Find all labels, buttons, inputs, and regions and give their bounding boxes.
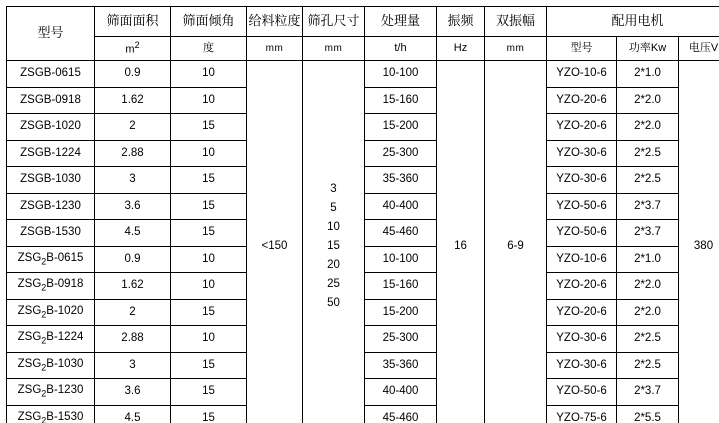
cell-screen-area: 2 bbox=[95, 299, 171, 326]
header-model: 型号 bbox=[7, 7, 95, 61]
cell-motor-model: YZO-20-6 bbox=[547, 299, 617, 326]
hole-size-value: 5 bbox=[330, 201, 337, 214]
table-body bbox=[7, 61, 719, 423]
hole-size-value: 10 bbox=[327, 220, 340, 233]
cell-motor-model: YZO-30-6 bbox=[547, 352, 617, 379]
cell-capacity: 35-360 bbox=[365, 167, 437, 194]
cell-model: $ZSG_2B-1224$ bbox=[7, 326, 95, 353]
header-capacity: 处理量 bbox=[365, 7, 437, 37]
header-motor: 配用电机 bbox=[547, 7, 719, 37]
specification-table bbox=[6, 6, 719, 423]
cell-frequency: 16 bbox=[437, 61, 485, 423]
cell-motor-model: YZO-20-6 bbox=[547, 114, 617, 141]
hole-size-value: 50 bbox=[327, 296, 340, 309]
cell-screen-area: 4.5 bbox=[95, 220, 171, 247]
unit-hole-size: mm bbox=[303, 37, 365, 61]
cell-screen-angle: 15 bbox=[171, 193, 247, 220]
cell-screen-area: 3.6 bbox=[95, 193, 171, 220]
cell-screen-angle: 10 bbox=[171, 326, 247, 353]
cell-model: ZSGB-1530 bbox=[7, 220, 95, 247]
cell-screen-angle: 15 bbox=[171, 379, 247, 406]
unit-screen-angle: 度 bbox=[171, 37, 247, 61]
cell-motor-model: YZO-30-6 bbox=[547, 167, 617, 194]
cell-motor-model: YZO-20-6 bbox=[547, 273, 617, 300]
cell-motor-power: 2*2.0 bbox=[617, 273, 679, 300]
cell-screen-angle: 10 bbox=[171, 246, 247, 273]
cell-capacity: 15-200 bbox=[365, 114, 437, 141]
unit-capacity: t/h bbox=[365, 37, 437, 61]
cell-screen-area: 2 bbox=[95, 114, 171, 141]
cell-motor-model: YZO-20-6 bbox=[547, 87, 617, 114]
cell-capacity: 10-100 bbox=[365, 246, 437, 273]
unit-screen-area: $m^2$ bbox=[95, 37, 171, 61]
cell-screen-angle: 15 bbox=[171, 299, 247, 326]
header-hole-size: 筛孔尺寸 bbox=[303, 7, 365, 37]
cell-motor-power: 2*5.5 bbox=[617, 405, 679, 423]
header-motor-voltage: 电压V bbox=[679, 37, 719, 61]
table-row bbox=[7, 61, 719, 88]
cell-model: ZSGB-1230 bbox=[7, 193, 95, 220]
cell-screen-area: 3 bbox=[95, 352, 171, 379]
cell-motor-power: 2*1.0 bbox=[617, 61, 679, 88]
cell-motor-model: YZO-50-6 bbox=[547, 193, 617, 220]
cell-capacity: 10-100 bbox=[365, 61, 437, 88]
cell-motor-model: YZO-30-6 bbox=[547, 326, 617, 353]
cell-screen-angle: 15 bbox=[171, 220, 247, 247]
cell-motor-model: YZO-10-6 bbox=[547, 246, 617, 273]
cell-motor-power: 2*2.0 bbox=[617, 87, 679, 114]
cell-model: ZSGB-1030 bbox=[7, 167, 95, 194]
cell-capacity: 15-200 bbox=[365, 299, 437, 326]
unit-amplitude: mm bbox=[485, 37, 547, 61]
cell-screen-angle: 15 bbox=[171, 405, 247, 423]
header-screen-angle: 筛面倾角 bbox=[171, 7, 247, 37]
cell-motor-power: 2*2.5 bbox=[617, 140, 679, 167]
cell-motor-power: 2*2.5 bbox=[617, 352, 679, 379]
cell-screen-angle: 15 bbox=[171, 114, 247, 141]
cell-model: $ZSG_2B-1020$ bbox=[7, 299, 95, 326]
header-row-units bbox=[7, 37, 719, 61]
header-motor-power: 功率Kw bbox=[617, 37, 679, 61]
hole-size-value: 20 bbox=[327, 258, 340, 271]
cell-screen-angle: 10 bbox=[171, 87, 247, 114]
cell-screen-area: 1.62 bbox=[95, 87, 171, 114]
cell-capacity: 15-160 bbox=[365, 87, 437, 114]
hole-size-value: 25 bbox=[327, 277, 340, 290]
cell-capacity: 45-460 bbox=[365, 405, 437, 423]
cell-motor-power: 2*2.0 bbox=[617, 114, 679, 141]
cell-screen-area: 2.88 bbox=[95, 326, 171, 353]
cell-motor-model: YZO-75-6 bbox=[547, 405, 617, 423]
cell-screen-angle: 10 bbox=[171, 273, 247, 300]
cell-screen-area: 3 bbox=[95, 167, 171, 194]
hole-size-value: 3 bbox=[330, 182, 337, 195]
cell-motor-model: YZO-30-6 bbox=[547, 140, 617, 167]
cell-motor-power: 2*2.0 bbox=[617, 299, 679, 326]
cell-screen-area: 3.6 bbox=[95, 379, 171, 406]
cell-screen-area: 4.5 bbox=[95, 405, 171, 423]
hole-size-value: 15 bbox=[327, 239, 340, 252]
cell-capacity: 25-300 bbox=[365, 140, 437, 167]
cell-screen-area: 0.9 bbox=[95, 246, 171, 273]
unit-frequency: Hz bbox=[437, 37, 485, 61]
cell-model: $ZSG_2B-0918$ bbox=[7, 273, 95, 300]
cell-motor-power: 2*2.5 bbox=[617, 167, 679, 194]
cell-motor-model: YZO-50-6 bbox=[547, 220, 617, 247]
cell-motor-voltage: 380 bbox=[679, 61, 719, 423]
cell-capacity: 40-400 bbox=[365, 379, 437, 406]
cell-screen-angle: 15 bbox=[171, 167, 247, 194]
cell-motor-model: YZO-50-6 bbox=[547, 379, 617, 406]
cell-screen-angle: 15 bbox=[171, 352, 247, 379]
cell-motor-power: 2*3.7 bbox=[617, 220, 679, 247]
cell-screen-angle: 10 bbox=[171, 140, 247, 167]
cell-model: ZSGB-1020 bbox=[7, 114, 95, 141]
cell-capacity: 15-160 bbox=[365, 273, 437, 300]
table-header bbox=[7, 7, 719, 61]
cell-hole-size bbox=[303, 61, 365, 423]
cell-screen-angle: 10 bbox=[171, 61, 247, 88]
header-motor-model: 型号 bbox=[547, 37, 617, 61]
header-row-main bbox=[7, 7, 719, 37]
cell-model: $ZSG_2B-1530$ bbox=[7, 405, 95, 423]
cell-amplitude: 6-9 bbox=[485, 61, 547, 423]
cell-model: ZSGB-0615 bbox=[7, 61, 95, 88]
cell-capacity: 40-400 bbox=[365, 193, 437, 220]
cell-motor-power: 2*2.5 bbox=[617, 326, 679, 353]
cell-feed-size: <150 bbox=[247, 61, 303, 423]
header-frequency: 振频 bbox=[437, 7, 485, 37]
cell-motor-power: 2*1.0 bbox=[617, 246, 679, 273]
header-screen-area: 筛面面积 bbox=[95, 7, 171, 37]
cell-capacity: 25-300 bbox=[365, 326, 437, 353]
cell-screen-area: 1.62 bbox=[95, 273, 171, 300]
cell-screen-area: 2.88 bbox=[95, 140, 171, 167]
header-amplitude: 双振幅 bbox=[485, 7, 547, 37]
cell-model: $ZSG_2B-0615$ bbox=[7, 246, 95, 273]
cell-screen-area: 0.9 bbox=[95, 61, 171, 88]
cell-motor-model: YZO-10-6 bbox=[547, 61, 617, 88]
cell-motor-power: 2*3.7 bbox=[617, 193, 679, 220]
cell-model: ZSGB-1224 bbox=[7, 140, 95, 167]
cell-capacity: 35-360 bbox=[365, 352, 437, 379]
unit-feed-size: mm bbox=[247, 37, 303, 61]
header-feed-size: 给料粒度 bbox=[247, 7, 303, 37]
cell-model: $ZSG_2B-1030$ bbox=[7, 352, 95, 379]
cell-model: $ZSG_2B-1230$ bbox=[7, 379, 95, 406]
cell-capacity: 45-460 bbox=[365, 220, 437, 247]
cell-motor-power: 2*3.7 bbox=[617, 379, 679, 406]
cell-model: ZSGB-0918 bbox=[7, 87, 95, 114]
